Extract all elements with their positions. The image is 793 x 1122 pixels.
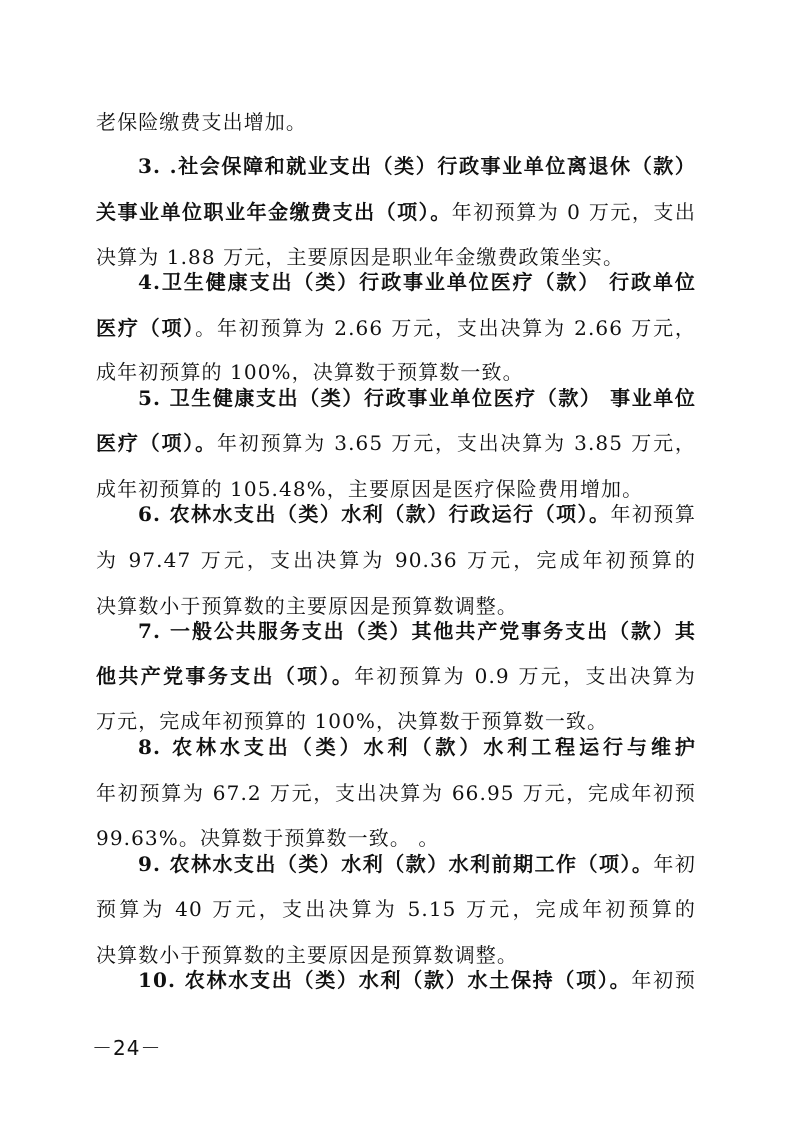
page-number: －24－ — [92, 1036, 162, 1060]
body-text: 为 97.47 万元，支出决算为 90.36 万元，完成年初预算的 — [96, 548, 696, 572]
bold-text: 6. 农林水支出（类）水利（款）行政运行（项）。 — [138, 502, 611, 526]
body-text: 年初预算为 67.2 万元，支出决算为 66.95 万元，完成年初预 — [96, 781, 696, 805]
text-line — [96, 198, 696, 226]
body-text: 年初 — [653, 852, 696, 876]
text-line — [138, 617, 696, 645]
bold-text: 他共产党事务支出（项）。 — [96, 664, 355, 688]
bold-text: 10. 农林水支出（类）水利（款）水土保持（项）。 — [138, 968, 632, 992]
text-line — [138, 152, 696, 180]
text-line — [96, 895, 696, 923]
body-text: 决算为 1.88 万元，主要原因是职业年金缴费政策坐实。 — [96, 245, 625, 269]
text-line — [138, 733, 696, 761]
text-line — [96, 243, 696, 271]
body-text: 年初预算为 0 万元，支出 — [451, 200, 696, 224]
text-line — [96, 108, 696, 136]
bold-text: 4.卫生健康支出（类）行政事业单位医疗（款） 行政单位 — [138, 270, 696, 294]
body-text: 万元，完成年初预算的 100%，决算数于预算数一致。 — [96, 709, 609, 733]
body-text: 决算数小于预算数的主要原因是预算数调整。 — [96, 594, 518, 618]
text-line — [96, 824, 696, 852]
text-line — [96, 779, 696, 807]
text-line — [96, 475, 696, 503]
text-line — [96, 941, 696, 969]
body-text: 成年初预算的 105.48%，主要原因是医疗保险费用增加。 — [96, 477, 644, 501]
bold-text: 医疗（项）。 — [96, 431, 217, 455]
bold-text: 3. .社会保障和就业支出（类）行政事业单位离退休（款） — [138, 154, 696, 178]
text-line — [96, 546, 696, 574]
body-text: 年初预 — [631, 968, 696, 992]
bold-text: 关事业单位职业年金缴费支出（项）。 — [96, 200, 452, 224]
text-line — [96, 314, 696, 342]
text-line — [138, 966, 696, 994]
body-text: 年初预算 — [610, 502, 696, 526]
body-text: 预算为 40 万元，支出决算为 5.15 万元，完成年初预算的 — [96, 897, 696, 921]
text-line — [96, 707, 696, 735]
text-line — [96, 662, 696, 690]
body-text: 成年初预算的 100%，决算数于预算数一致。 — [96, 360, 524, 384]
text-line — [96, 358, 696, 386]
bold-text: 9. 农林水支出（类）水利（款）水利前期工作（项）。 — [138, 852, 654, 876]
body-text: 年初预算为 3.65 万元，支出决算为 3.85 万元， — [216, 431, 696, 455]
body-text: 99.63%。决算数于预算数一致。 。 — [96, 826, 440, 850]
text-line — [138, 268, 696, 296]
body-text: 老保险缴费支出增加。 — [96, 110, 307, 134]
bold-text: 8. 农林水支出（类）水利（款）水利工程运行与维护 — [138, 735, 696, 759]
bold-text: 7. 一般公共服务支出（类）其他共产党事务支出（款）其 — [138, 619, 696, 643]
text-line — [138, 384, 696, 412]
text-line — [96, 429, 696, 457]
text-line — [138, 500, 696, 528]
text-line — [96, 592, 696, 620]
text-line — [138, 850, 696, 878]
body-text: 年初预算为 0.9 万元，支出决算为 — [354, 664, 696, 688]
bold-text: 5. 卫生健康支出（类）行政事业单位医疗（款） 事业单位 — [138, 386, 696, 410]
bold-text: 医疗（项） — [96, 316, 196, 340]
body-text: 。年初预算为 2.66 万元，支出决算为 2.66 万元， — [195, 316, 696, 340]
body-text: 决算数小于预算数的主要原因是预算数调整。 — [96, 943, 518, 967]
